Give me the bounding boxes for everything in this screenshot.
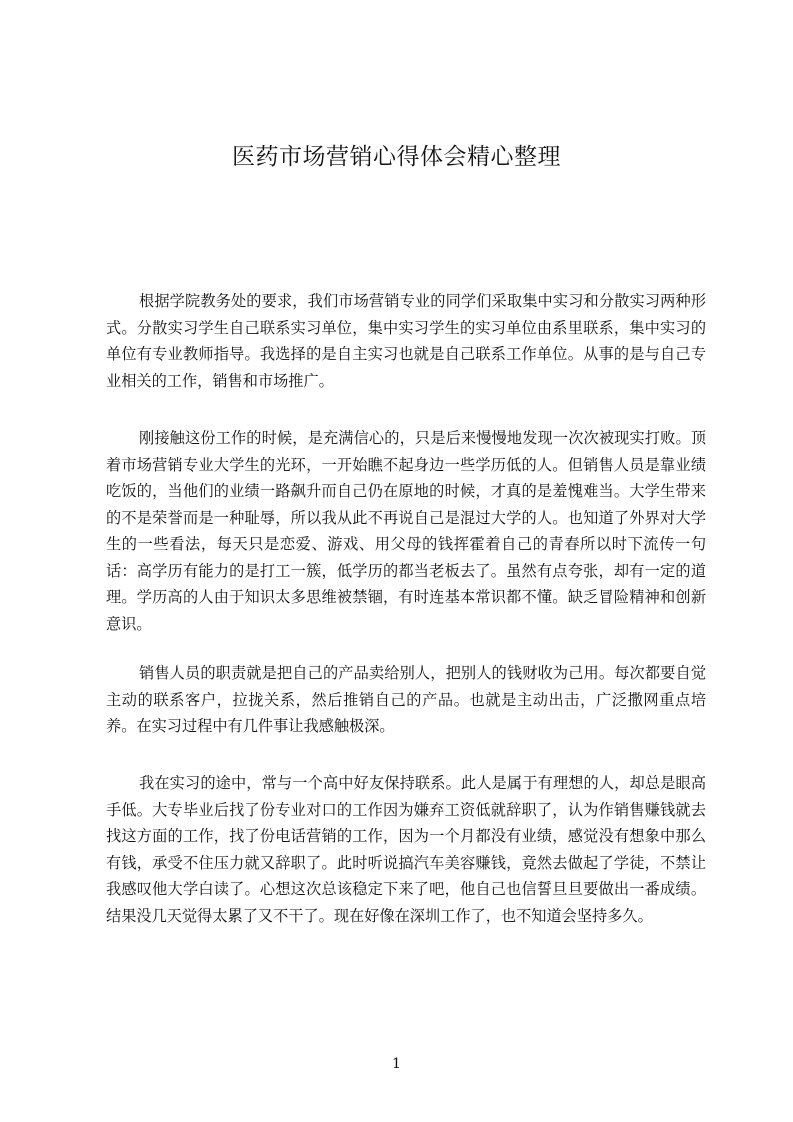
paragraph-friend-story: 我在实习的途中，常与一个高中好友保持联系。此人是属于有理想的人，却总是眼高手低。大专毕业后找了份专业对口的工作因为嫌弃工资低就辞职了，认为作销售赚钱就去找这方面的工作，找了份电话营销的工作，因为一个月都没有业绩，感觉没有想象中那么有钱，承受不住压力就又辞职了。此时听说搞汽车美容赚钱，竟然去做起了学徒，不禁让我感叹他大学白读了。心想这次总该稳定下来了吧，他自己也信誓旦旦要做出一番成绩。结果没几天觉得太累了又不干了。现在好像在深圳工作了，也不知道会坚持多久。 — [106, 774, 706, 925]
document-title: 医药市场营销心得体会精心整理 — [232, 144, 561, 170]
paragraph-sales-duties: 销售人员的职责就是把自己的产品卖给别人，把别人的钱财收为己用。每次都要自觉主动的联系客户，拉拢关系，然后推销自己的产品。也就是主动出击，广泛撒网重点培养。在实习过程中有几件事让我感触极深。 — [106, 664, 706, 735]
page-number: 1 — [392, 1056, 401, 1072]
paragraph-internship-arrangement: 根据学院教务处的要求，我们市场营销专业的同学们采取集中实习和分散实习两种形式。分散实习学生自己联系实习单位，集中实习学生的实习单位由系里联系，集中实习的单位有专业教师指导。我选择的是自主实习也就是自己联系工作单位。从事的是与自己专业相关的工作，销售和市场推广。 — [106, 292, 706, 390]
paragraph-first-experience: 刚接触这份工作的时候，是充满信心的，只是后来慢慢地发现一次次被现实打败。顶着市场营销专业大学生的光环，一开始瞧不起身边一些学历低的人。但销售人员是靠业绩吃饭的，当他们的业绩一路飙升而自己仍在原地的时候，才真的是羞愧难当。大学生带来的不是荣誉而是一种耻辱，所以我从此不再说自己是混过大学的人。也知道了外界对大学生的一些看法，每天只是恋爱、游戏、用父母的钱挥霍着自己的青春所以时下流传一句话：高学历有能力的是打工一簇，低学历的都当老板去了。虽然有点夸张，却有一定的道理。学历高的人由于知识太多思维被禁锢，有时连基本常识都不懂。缺乏冒险精神和创新意识。 — [106, 429, 706, 633]
